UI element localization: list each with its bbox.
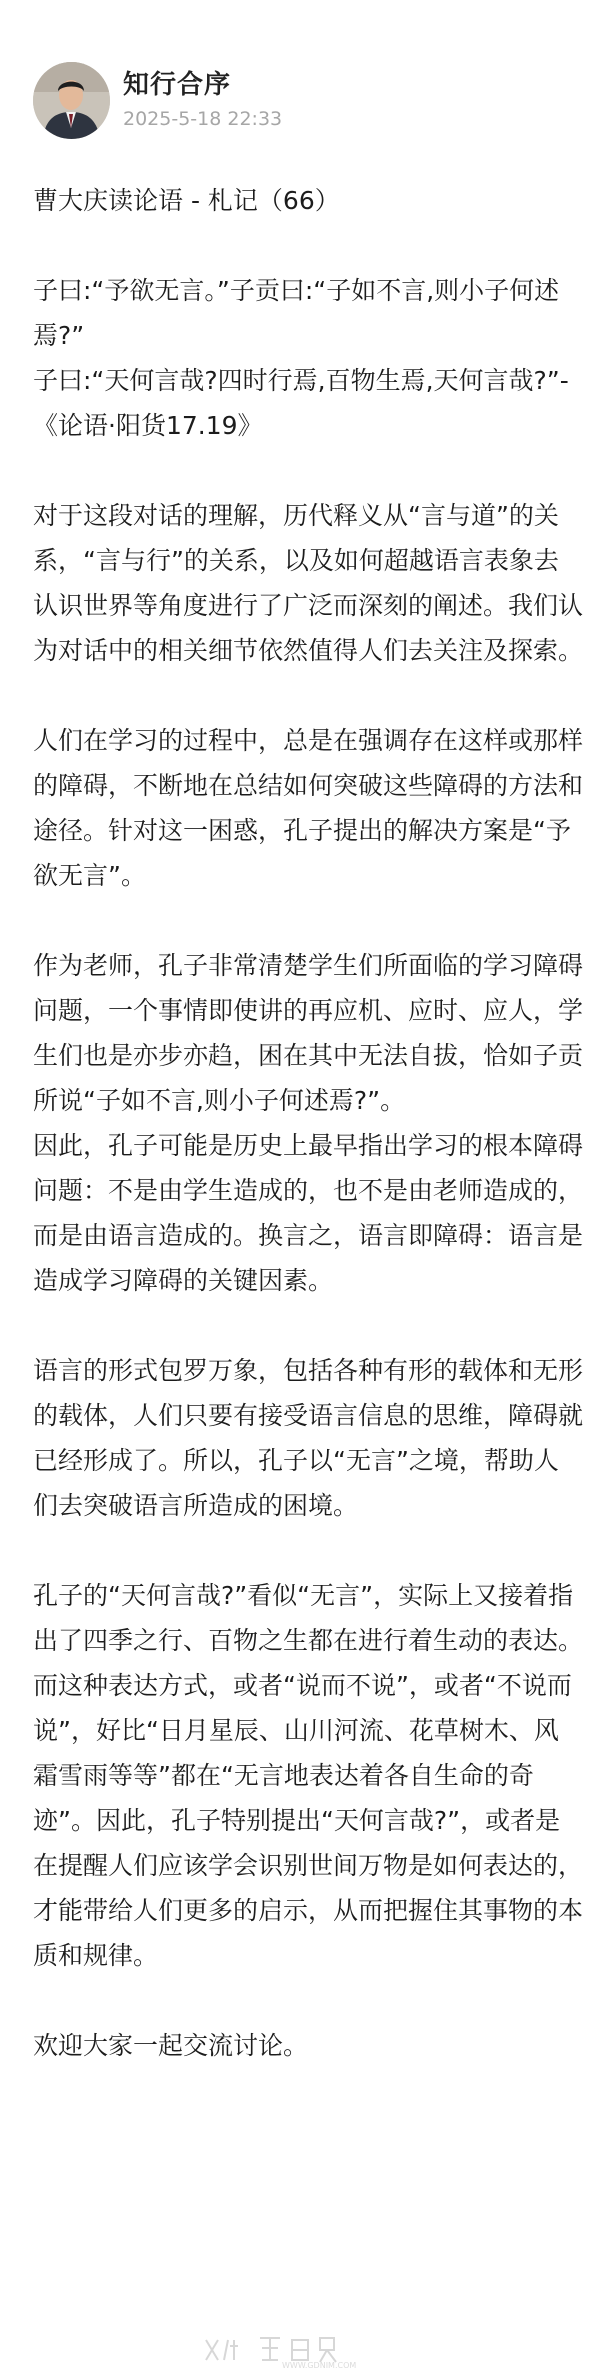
post-title: 曹大庆读论语 - 札记（66） — [33, 186, 340, 215]
closing-paragraph: 欢迎大家一起交流讨论。 — [33, 2031, 309, 2060]
body-paragraph: 人们在学习的过程中，总是在强调存在这样或那样的障碍，不断地在总结如何突破这些障碍的方法和途径。针对这一困惑，孔子提出的解决方案是“予欲无言”。 — [33, 726, 584, 890]
watermark-image — [200, 2330, 420, 2370]
author-name[interactable]: 知行合序 — [123, 70, 232, 100]
body-paragraph: 孔子的“天何言哉?”看似“无言”，实际上又接着指出了四季之行、百物之生都在进行着生动的表达。而这种表达方式，或者“说而不说”，或者“不说而说”，好比“日月星辰、山川河流、花草树木、风霜雪雨等等”都在“无言地表达着各自生命的奇迹”。因此，孔子特别提出“天何言哉?”，或者是在提醒人们应该学会识别世间万物是如何表达的，才能带给人们更多的启示，从而把握住其事物的本质和规律。 — [33, 1581, 584, 1970]
quote-paragraph: 子曰:“予欲无言。”子贡曰:“子如不言,则小子何述焉?” 子曰:“天何言哉?四时行焉,百物生焉,天何言哉?”- 《论语·阳货17.19》 — [33, 276, 569, 440]
body-paragraph: 语言的形式包罗万象，包括各种有形的载体和无形的载体，人们只要有接受语言信息的思维，障碍就已经形成了。所以，孔子以“无言”之境，帮助人们去突破语言所造成的困境。 — [33, 1356, 584, 1520]
watermark-logo — [200, 2330, 420, 2370]
avatar-image — [33, 62, 110, 139]
body-paragraph: 对于这段对话的理解，历代释义从“言与道”的关系，“言与行”的关系，以及如何超越语言表象去认识世界等角度进行了广泛而深刻的阐述。我们认为对话中的相关细节依然值得人们去关注及探索。 — [33, 501, 584, 665]
post-content — [33, 178, 583, 2113]
watermark-text: WWW.GDNIM.COM — [282, 2361, 357, 2370]
avatar[interactable] — [33, 62, 110, 139]
body-paragraph: 作为老师，孔子非常清楚学生们所面临的学习障碍问题，一个事情即使讲的再应机、应时、应人，学生们也是亦步亦趋，困在其中无法自拔，恰如子贡所说“子如不言,则小子何述焉?”。 因此，孔子可能是历史上最早指出学习的根本障碍问题：不是由学生造成的，也不是由老师造成的，而是由语言造成的。换言之，语言即障碍：语言是造成学习障碍的关键因素。 — [33, 951, 584, 1295]
post-header — [33, 62, 593, 142]
post-timestamp: 2025-5-18 22:33 — [123, 108, 283, 130]
